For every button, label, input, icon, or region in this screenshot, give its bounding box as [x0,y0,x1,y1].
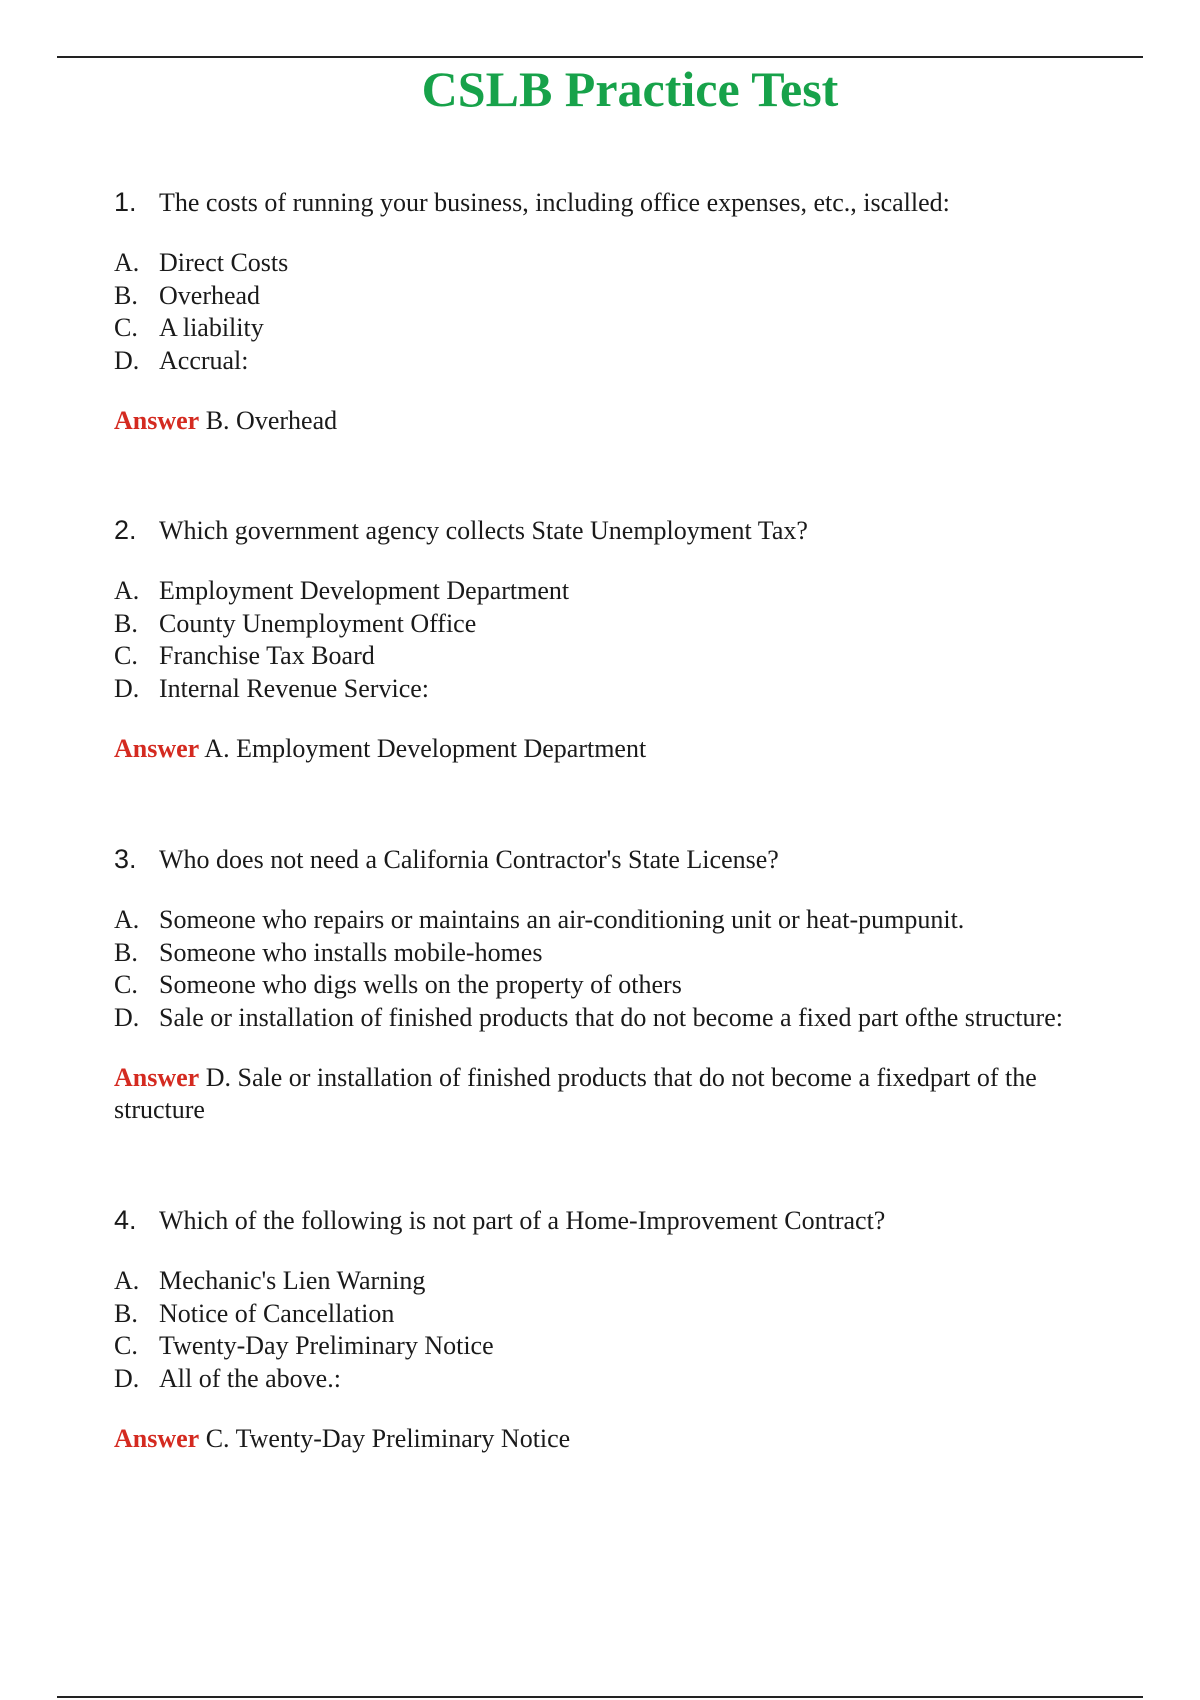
option-b [114,280,1154,313]
option-letter: A. [114,576,140,605]
option-c [114,640,1154,673]
question-prompt [114,514,1154,547]
answer-line [114,1423,1154,1455]
option-a [114,1265,1154,1298]
option-letter: D. [114,1002,140,1032]
page-title: CSLB Practice Test [421,61,839,117]
question-text: Which of the following is not part of a Home-Improvement Contract? [159,1206,886,1235]
answer-text: D. Sale or installation of finished products that do not become a fixedpart of the structure [114,1063,1037,1124]
option-letter: B. [114,1298,138,1328]
option-letter: B. [114,280,138,310]
option-text: Accrual: [159,345,249,375]
question-text: Who does not need a California Contractor's State License? [159,845,779,874]
option-c [114,1330,1154,1363]
answer-label: Answer [114,1063,200,1092]
option-list [114,904,1154,1034]
question-4 [114,1204,1154,1455]
option-list [114,575,1154,705]
answer-label: Answer [114,406,200,435]
option-d [114,1002,1154,1035]
option-text: Sale or installation of finished products that do not become a fixed part ofthe structure: [159,1002,1063,1032]
option-b [114,937,1154,970]
question-prompt [114,1204,1154,1237]
option-text: Employment Development Department [159,576,570,605]
question-number: 2. [114,515,137,545]
option-text: Overhead [159,280,261,310]
answer-line [114,1062,1104,1126]
option-text: Franchise Tax Board [159,641,375,670]
option-text: Notice of Cancellation [159,1298,395,1328]
option-letter: C. [114,641,138,670]
option-text: Direct Costs [159,248,289,277]
option-d [114,673,1154,706]
option-letter: A. [114,1266,140,1295]
option-text: Mechanic's Lien Warning [159,1266,426,1295]
option-c [114,312,1154,345]
question-3 [114,843,1154,1126]
option-letter: D. [114,345,140,375]
question-prompt [114,843,1154,876]
question-text: Which government agency collects State Unemployment Tax? [159,516,808,545]
option-a [114,575,1154,608]
answer-text: C. Twenty-Day Preliminary Notice [205,1424,571,1453]
question-2 [114,514,1154,765]
option-a [114,247,1154,280]
option-a [114,904,1154,937]
option-text: Someone who installs mobile-homes [159,937,543,967]
option-text: Someone who repairs or maintains an air-conditioning unit or heat-pumpunit. [159,905,965,934]
option-c [114,969,1154,1002]
answer-label: Answer [114,734,200,763]
question-prompt [114,186,1154,219]
option-text: Twenty-Day Preliminary Notice [159,1331,494,1360]
option-letter: B. [114,937,138,967]
answer-label: Answer [114,1424,200,1453]
option-b [114,608,1154,641]
option-letter: D. [114,1363,140,1393]
option-list [114,1265,1154,1395]
bottom-rule [57,1696,1143,1698]
option-letter: C. [114,1331,138,1360]
option-text: County Unemployment Office [159,608,477,638]
question-text: The costs of running your business, including office expenses, etc., iscalled: [159,188,950,217]
option-letter: C. [114,313,138,342]
answer-line [114,733,1154,765]
option-letter: C. [114,970,138,999]
option-letter: A. [114,905,140,934]
option-d [114,1363,1154,1396]
option-letter: B. [114,608,138,638]
option-letter: D. [114,673,140,703]
option-text: Someone who digs wells on the property of others [159,970,682,999]
answer-text: B. Overhead [205,406,338,435]
question-number: 3. [114,844,137,874]
question-number: 4. [114,1205,137,1235]
option-text: All of the above.: [159,1363,341,1393]
option-list [114,247,1154,377]
option-letter: A. [114,248,140,277]
option-d [114,345,1154,378]
answer-text: A. Employment Development Department [204,734,647,763]
option-text: A liability [159,313,264,342]
question-number: 1. [114,187,137,217]
answer-line [114,405,1154,437]
option-b [114,1298,1154,1331]
option-text: Internal Revenue Service: [159,673,429,703]
question-1 [114,186,1154,437]
